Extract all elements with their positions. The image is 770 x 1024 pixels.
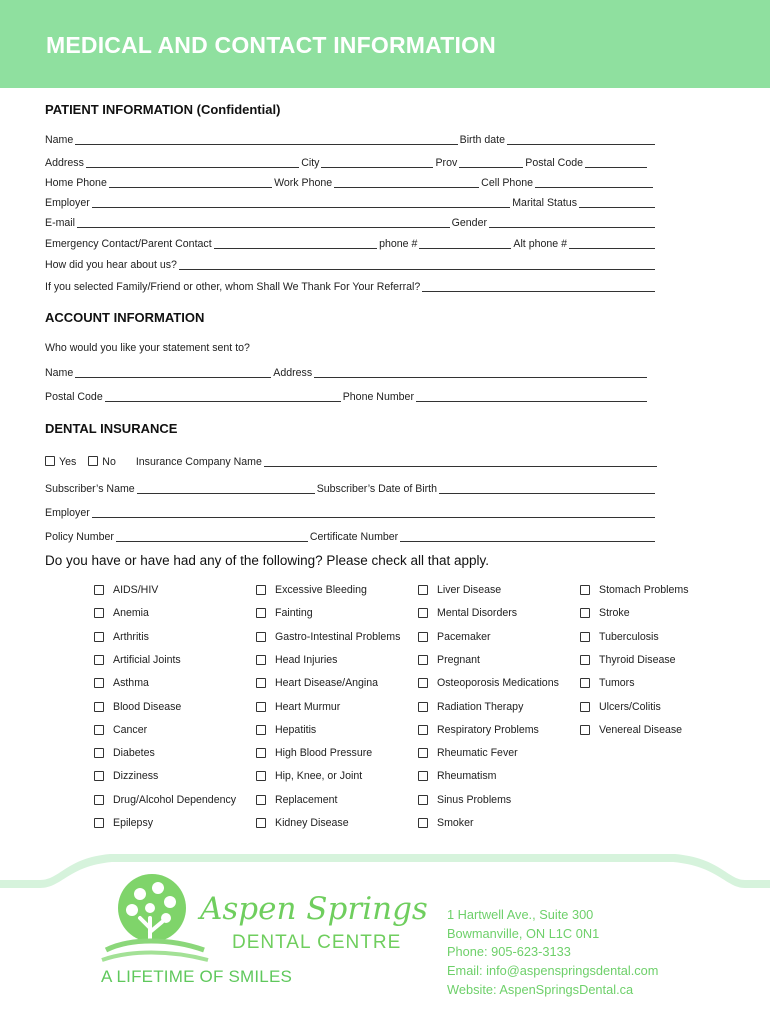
condition-checkbox[interactable] [418,608,428,618]
condition-checkbox[interactable] [418,702,428,712]
employer-field[interactable] [92,207,510,208]
insurance-company-label: Insurance Company Name [135,456,262,468]
condition-item[interactable] [580,582,689,598]
address-line-2: Bowmanville, ON L1C 0N1 [447,925,600,941]
condition-checkbox[interactable] [256,655,266,665]
condition-checkbox[interactable] [256,585,266,595]
condition-checkbox[interactable] [418,678,428,688]
condition-label: Stroke [599,607,630,620]
address-label: Address [45,157,84,169]
condition-checkbox[interactable] [94,678,104,688]
condition-checkbox[interactable] [94,632,104,642]
condition-item[interactable] [418,722,539,738]
condition-item[interactable] [256,675,378,691]
condition-checkbox[interactable] [256,818,266,828]
condition-label: Arthritis [113,630,149,643]
condition-label: Mental Disorders [437,607,518,620]
condition-item[interactable] [580,699,661,715]
employer-label: Employer [45,197,90,209]
insurance-company-field[interactable] [264,466,657,467]
row-insurance-company [45,454,659,470]
condition-checkbox[interactable] [580,702,590,712]
condition-item[interactable] [256,722,316,738]
condition-item[interactable] [418,675,559,691]
condition-checkbox[interactable] [256,632,266,642]
account-name-label: Name [45,367,74,379]
policy-number-field[interactable] [116,541,308,542]
condition-label: Hepatitis [275,723,317,736]
account-section-title: ACCOUNT INFORMATION [45,310,205,325]
condition-checkbox[interactable] [418,725,428,735]
condition-label: Pregnant [437,653,480,666]
tagline: A LIFETIME OF SMILES [101,967,293,986]
condition-checkbox[interactable] [94,608,104,618]
condition-label: Artificial Joints [113,653,181,666]
condition-checkbox[interactable] [580,725,590,735]
account-phone-field[interactable] [416,401,647,402]
referral-field[interactable] [422,291,655,292]
postal-code-label: Postal Code [525,157,583,169]
condition-item[interactable] [418,582,501,598]
condition-label: Hip, Knee, or Joint [275,770,363,783]
condition-checkbox[interactable] [256,771,266,781]
condition-item[interactable] [94,699,181,715]
condition-checkbox[interactable] [94,771,104,781]
row-phones [45,175,655,191]
condition-checkbox[interactable] [418,771,428,781]
row-name-birthdate [45,132,657,148]
condition-item[interactable] [418,792,511,808]
condition-label: Anemia [113,607,149,620]
insurance-employer-label: Employer [45,507,90,519]
account-address-field[interactable] [314,377,647,378]
tree-logo-icon [100,868,210,968]
email-label: E-mail [45,217,76,229]
condition-item[interactable] [580,652,676,668]
condition-label: Cancer [113,723,148,736]
condition-item[interactable] [418,745,518,761]
condition-checkbox[interactable] [94,725,104,735]
condition-checkbox[interactable] [580,585,590,595]
how-hear-label: How did you hear about us? [45,259,177,271]
subscriber-dob-field[interactable] [439,493,655,494]
condition-label: Excessive Bleeding [275,584,367,596]
name-field[interactable] [75,144,457,145]
condition-item[interactable] [256,792,337,808]
condition-item[interactable] [256,652,337,668]
subscriber-name-label: Subscriber’s Name [45,483,135,495]
account-address-label: Address [273,367,313,379]
condition-item[interactable] [418,605,517,621]
marital-status-field[interactable] [579,207,655,208]
condition-checkbox[interactable] [256,725,266,735]
condition-item[interactable] [94,605,149,621]
gender-field[interactable] [489,227,655,228]
no-label: No [102,456,116,468]
row-subscriber [45,481,657,497]
condition-checkbox[interactable] [580,678,590,688]
condition-item[interactable] [94,582,158,598]
yes-label: Yes [59,456,77,468]
condition-checkbox[interactable] [94,748,104,758]
condition-label: Gastro-Intestinal Problems [275,630,401,643]
row-emergency [45,236,657,252]
cell-phone-field[interactable] [535,187,653,188]
birth-date-label: Birth date [459,134,505,146]
cell-phone-label: Cell Phone [481,177,533,189]
row-employer [45,195,657,211]
statement-question: Who would you like your statement sent to? [45,342,250,354]
condition-label: Replacement [275,793,338,806]
city-field[interactable] [321,167,433,168]
prov-label: Prov [435,157,458,169]
condition-checkbox[interactable] [94,795,104,805]
certificate-number-label: Certificate Number [309,531,399,543]
home-phone-label: Home Phone [45,177,107,189]
condition-checkbox[interactable] [418,795,428,805]
condition-item[interactable] [256,815,349,831]
condition-checkbox[interactable] [256,702,266,712]
condition-checkbox[interactable] [580,608,590,618]
condition-item[interactable] [94,629,149,645]
name-label: Name [45,134,74,146]
condition-item[interactable] [418,629,491,645]
condition-label: Osteoporosis Medications [437,677,559,690]
prov-field[interactable] [459,167,523,168]
condition-checkbox[interactable] [94,655,104,665]
phone-text: Phone: 905-623-3133 [447,944,571,960]
condition-label: Asthma [113,677,149,690]
emergency-contact-field[interactable] [214,248,377,249]
account-postal-label: Postal Code [45,391,103,403]
condition-item[interactable] [580,605,630,621]
footer-contact [447,906,658,1000]
condition-checkbox[interactable] [94,702,104,712]
referral-label: If you selected Family/Friend or other, whom Shall We Thank For Your Referral? [45,281,421,293]
condition-label: Smoker [437,817,474,829]
work-phone-field[interactable] [334,187,479,188]
row-account-postal [45,389,649,405]
condition-label: Venereal Disease [599,723,683,736]
condition-label: Fainting [275,607,313,620]
conditions-grid [94,582,714,832]
account-name-field[interactable] [75,377,271,378]
condition-item[interactable] [256,582,367,598]
condition-checkbox[interactable] [256,608,266,618]
row-email [45,215,657,231]
condition-label: Respiratory Problems [437,723,539,736]
condition-label: Rheumatism [437,770,497,783]
condition-label: Radiation Therapy [437,700,524,713]
row-how-hear [45,257,657,273]
page-title: MEDICAL AND CONTACT INFORMATION [46,32,496,58]
condition-checkbox[interactable] [580,632,590,642]
condition-item[interactable] [256,745,372,761]
row-account-name [45,365,649,381]
row-policy [45,529,657,545]
brand-subtitle: DENTAL CENTRE [232,932,402,953]
condition-label: Stomach Problems [599,584,689,596]
email-field[interactable] [77,227,450,228]
condition-checkbox[interactable] [256,678,266,688]
condition-label: Tumors [599,677,635,690]
condition-label: Blood Disease [113,700,182,713]
condition-label: Diabetes [113,747,155,760]
condition-label: High Blood Pressure [275,747,373,760]
brand-name: Aspen Springs [200,891,428,927]
email-link[interactable]: Email: info@aspenspringsdental.com [447,963,659,979]
condition-item[interactable] [418,768,496,784]
home-phone-field[interactable] [109,187,272,188]
condition-label: Rheumatic Fever [437,747,518,760]
condition-checkbox[interactable] [418,655,428,665]
condition-label: Pacemaker [437,630,491,643]
condition-label: Heart Murmur [275,700,341,713]
city-label: City [301,157,320,169]
condition-checkbox[interactable] [94,818,104,828]
alt-phone-label: Alt phone # [513,238,567,250]
birth-date-field[interactable] [507,144,655,145]
condition-item[interactable] [94,675,149,691]
account-phone-label: Phone Number [342,391,414,403]
condition-label: Sinus Problems [437,793,512,806]
condition-label: Tuberculosis [599,630,659,643]
condition-item[interactable] [256,605,313,621]
condition-label: Head Injuries [275,653,338,666]
condition-label: Ulcers/Colitis [599,700,661,713]
subscriber-name-field[interactable] [137,493,315,494]
condition-checkbox[interactable] [256,795,266,805]
condition-item[interactable] [94,745,155,761]
condition-item[interactable] [580,722,682,738]
alt-phone-field[interactable] [569,248,655,249]
condition-label: Liver Disease [437,584,502,596]
work-phone-label: Work Phone [274,177,333,189]
condition-item[interactable] [94,652,181,668]
postal-code-field[interactable] [585,167,647,168]
condition-checkbox[interactable] [418,748,428,758]
condition-item[interactable] [418,652,480,668]
account-postal-field[interactable] [105,401,341,402]
emergency-contact-label: Emergency Contact/Parent Contact [45,238,212,250]
how-hear-field[interactable] [179,269,655,270]
conditions-question: Do you have or have had any of the following? Please check all that apply. [45,553,490,568]
condition-label: AIDS/HIV [113,584,159,596]
condition-checkbox[interactable] [418,585,428,595]
insurance-employer-field[interactable] [92,517,655,518]
condition-label: Dizziness [113,770,159,783]
condition-item[interactable] [256,768,362,784]
condition-item[interactable] [256,629,400,645]
condition-label: Thyroid Disease [599,653,676,666]
condition-item[interactable] [256,699,340,715]
condition-label: Heart Disease/Angina [275,677,379,690]
gender-label: Gender [451,217,487,229]
condition-checkbox[interactable] [256,748,266,758]
marital-status-label: Marital Status [512,197,577,209]
row-referral [45,279,657,295]
condition-item[interactable] [580,675,635,691]
certificate-number-field[interactable] [400,541,655,542]
condition-item[interactable] [94,792,236,808]
yes-checkbox[interactable] [45,456,55,466]
condition-checkbox[interactable] [418,632,428,642]
phone-num-label: phone # [379,238,418,250]
condition-checkbox[interactable] [418,818,428,828]
website-link[interactable]: Website: AspenSpringsDental.ca [447,981,634,997]
insurance-section-title: DENTAL INSURANCE [45,421,178,436]
condition-item[interactable] [418,815,474,831]
address-field[interactable] [86,167,299,168]
phone-num-field[interactable] [419,248,511,249]
condition-label: Kidney Disease [275,817,349,829]
condition-checkbox[interactable] [94,585,104,595]
patient-section-title: PATIENT INFORMATION (Confidential) [45,102,281,117]
condition-item[interactable] [94,768,158,784]
policy-number-label: Policy Number [45,531,114,543]
condition-item[interactable] [94,815,153,831]
condition-item[interactable] [418,699,523,715]
condition-label: Epilepsy [113,817,154,829]
condition-label: Drug/Alcohol Dependency [113,793,237,806]
condition-checkbox[interactable] [580,655,590,665]
condition-item[interactable] [580,629,659,645]
condition-item[interactable] [94,722,147,738]
row-insurance-employer [45,505,657,521]
address-line-1: 1 Hartwell Ave., Suite 300 [447,907,594,922]
no-checkbox[interactable] [88,456,98,466]
subscriber-dob-label: Subscriber’s Date of Birth [316,483,438,495]
row-address [45,155,649,171]
